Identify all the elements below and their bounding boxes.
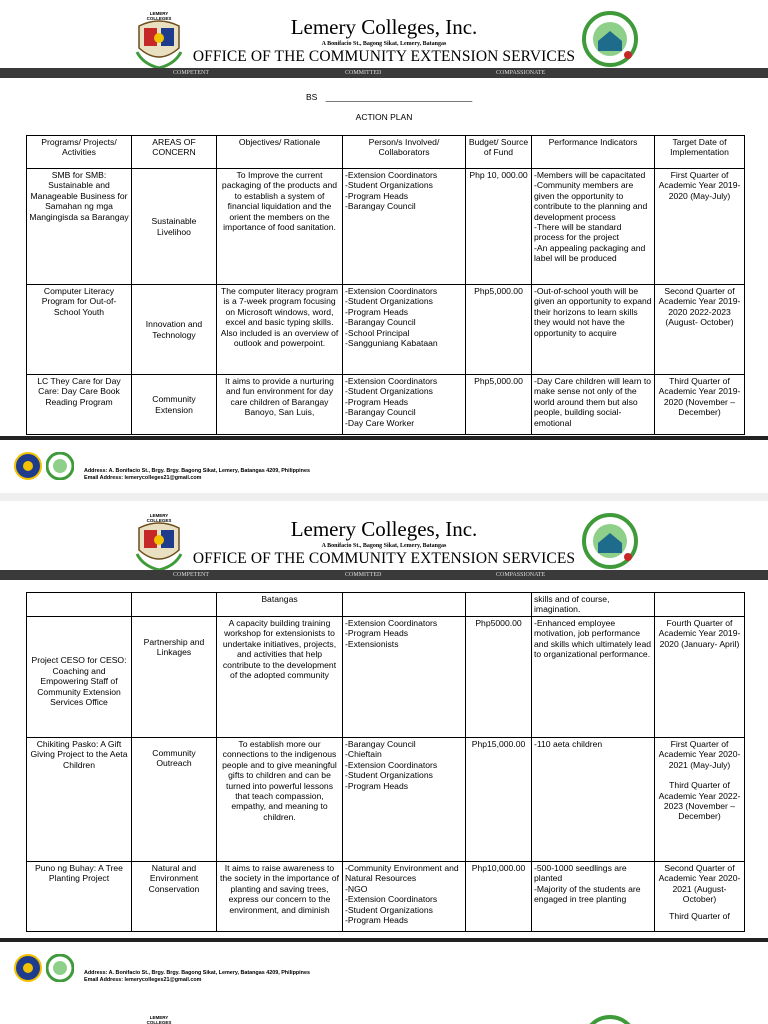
office-title: OFFICE OF THE COMMUNITY EXTENSION SERVICES [192,550,576,567]
indicator-item: -500-1000 seedlings are planted [534,863,627,884]
target-cell: Fourth Quarter of Academic Year 2019-2020 (January- April) [655,617,745,738]
person-item: -Program Heads [345,306,409,317]
area-cell: Partnership and Linkages [132,617,217,738]
person-item: -Barangay Council [345,739,416,749]
target-cell [655,738,745,862]
bs-field [306,92,472,102]
budget-cell: Php5,000.00 [466,375,532,435]
footer-seal-right-logo [46,954,74,982]
indicators-cell [532,738,655,862]
person-item: -Extension Coordinators [345,894,438,905]
extension-services-logo [582,11,638,67]
page-3 [0,1004,768,1024]
extension-services-logo [582,1015,638,1024]
indicators-cell [532,593,655,617]
person-item: -Extension Coordinators [345,759,438,770]
table-row [27,617,745,738]
indicators-cell [532,375,655,435]
college-seal-left-logo-text: LEMERY COLLEGES [146,11,172,21]
objective-cell: To Improve the current packaging of the products and to establish a system of financial liquidation and the orient the members on the importance of food sanitation. [217,169,343,285]
program-cell: Project CESO for CESO: Coaching and Empowering Staff of Community Extension Services Office [27,617,132,738]
persons-cell [343,375,466,435]
person-item: -NGO [345,883,368,894]
indicator-item: -Members will be capacitated [534,170,646,180]
indicators-cell [532,862,655,932]
col-header-objectives: Objectives/ Rationale [217,136,343,169]
person-item: -Student Organizations [345,770,433,781]
page-gap [0,493,768,501]
person-item: -Sangguniang Kabataan [345,338,438,349]
table-row [27,738,745,862]
target-cell: First Quarter of Academic Year 2019-2020 (May-July) [655,169,745,285]
footer-address-block [84,970,310,984]
college-seal-left-logo-text: LEMERY COLLEGES [146,513,172,523]
motto-committed: COMMITTED [345,70,382,76]
col-header-budget: Budget/ Source of Fund [466,136,532,169]
table-header-row [27,136,745,169]
indicator-item: -Day Care children will learn to make sense not only of the world around them but also people, building social-emotional [534,376,652,428]
motto-compassionate: COMPASSIONATE [496,70,546,76]
motto-competent: COMPETENT [173,70,209,76]
extension-services-logo [582,513,638,569]
person-item: -School Principal [345,327,410,338]
target-text-secondary: Third Quarter of Academic Year 2022-2023 (November – December) [658,780,741,822]
area-cell [132,593,217,617]
persons-cell [343,285,466,375]
area-cell: Innovation and Technology [132,285,217,375]
motto-committed: COMMITTED [345,572,382,578]
program-cell [27,593,132,617]
person-item: -Extensionists [345,638,399,649]
target-cell [655,593,745,617]
office-title: OFFICE OF THE COMMUNITY EXTENSION SERVICES [192,48,576,65]
person-item: -Student Organizations [345,180,433,191]
budget-cell: Php5000.00 [466,617,532,738]
objective-cell: The computer literacy program is a 7-week program focusing on Microsoft windows, word, excel and basic typing skills. Also included is an overview of outlook and powerpoint. [217,285,343,375]
col-header-programs: Programs/ Projects/ Activities [27,136,132,169]
objective-cell: To establish more our connections to the indigenous people and to give meaningful gifts to children and can be turned into powerful lessons that teach compassion, empathy, and meaning to children. [217,738,343,862]
college-seal-left-logo-text: LEMERY COLLEGES [146,1015,172,1024]
persons-cell [343,593,466,617]
institution-address: A Bonifacio St., Bagong Sikat, Lemery, Batangas [321,41,447,47]
budget-cell: Php5,000.00 [466,285,532,375]
motto-compassionate: COMPASSIONATE [496,572,546,578]
person-item: -Student Organizations [345,904,433,915]
program-cell: Chikiting Pasko: A Gift Giving Project to the Aeta Children [27,738,132,862]
motto-competent: COMPETENT [173,572,209,578]
footer-address: Address: A. Bonifacio St., Brgy. Brgy. Bagong Sikat, Lemery, Batangas 4209, Philippines [84,468,310,474]
indicator-item: -Out-of-school youth will be given an opportunity to expand their horizons to learn skills they would not have the opportunity to acquire [534,286,652,338]
footer-seal-left-logo [14,452,42,480]
motto-band [0,68,768,78]
person-item: -Community Environment and Natural Resources [345,863,459,884]
person-item: -Program Heads [345,628,409,639]
institution-address: A Bonifacio St., Bagong Sikat, Lemery, Batangas [321,543,447,549]
person-item: -Student Organizations [345,386,433,397]
person-item: -Program Heads [345,915,409,926]
institution-title: Lemery Colleges, Inc. [290,517,478,541]
page-1 [0,0,768,490]
col-header-indicators: Performance Indicators [532,136,655,169]
program-cell: SMB for SMB: Sustainable and Manageable Business for Samahan ng mga Mangingisda sa Barangay [27,169,132,285]
bs-blank: _______________________________ [325,92,473,102]
person-item: -Extension Coordinators [345,618,438,628]
persons-cell [343,617,466,738]
target-text: First Quarter of Academic Year 2020-2021 (May-July) [658,739,741,770]
action-plan-table-page-2 [26,592,745,932]
indicator-item: -An appealing packaging and label will be produced [534,242,646,264]
person-item: -Day Care Worker [345,417,415,428]
indicator-item: -Enhanced employee motivation, job performance and skills which ultimately lead to organizational performance. [534,618,652,660]
persons-cell [343,738,466,862]
footer-email: Email Address: lemerycolleges21@gmail.com [84,977,202,983]
program-cell: Puno ng Buhay: A Tree Planting Project [27,862,132,932]
indicators-cell [532,285,655,375]
indicator-item: skills and of course, imagination. [534,594,610,615]
person-item: -Student Organizations [345,296,433,307]
program-cell: LC They Care for Day Care: Day Care Book Reading Program [27,375,132,435]
objective-cell: A capacity building training workshop for extensionists to undertake initiatives, projects, and activities that help contribute to the development of the adopted community [217,617,343,738]
indicators-cell [532,617,655,738]
footer-rule [0,436,768,440]
target-text: Second Quarter of Academic Year 2020-2021 (August- October) [658,863,741,905]
area-cell: Sustainable Livelihoo [132,169,217,285]
footer-seal-left-logo [14,954,42,982]
footer-address: Address: A. Bonifacio St., Brgy. Brgy. Bagong Sikat, Lemery, Batangas 4209, Philippines [84,970,310,976]
program-cell: Computer Literacy Program for Out-of-School Youth [27,285,132,375]
target-cell [655,862,745,932]
table-row [27,169,745,285]
page-2 [0,502,768,992]
target-cell: Third Quarter of Academic Year 2019-2020 (November – December) [655,375,745,435]
indicators-cell [532,169,655,285]
indicator-item: -Majority of the students are engaged in tree planting [534,883,641,905]
indicator-item: -110 aeta children [534,739,603,749]
area-cell: Community Extension [132,375,217,435]
institution-title: Lemery Colleges, Inc. [290,15,478,39]
budget-cell: Php 10, 000.00 [466,169,532,285]
col-header-areas: AREAS OF CONCERN [132,136,217,169]
table-row [27,375,745,435]
footer-address-block [84,468,310,482]
person-item: -Chieftain [345,749,382,760]
objective-cell: It aims to raise awareness to the society in the importance of planting and saving trees, express our concern to the environment, and diminish [217,862,343,932]
person-item: -Barangay Council [345,201,416,212]
motto-band [0,570,768,580]
objective-cell: Batangas [217,593,343,617]
person-item: -Extension Coordinators [345,376,438,386]
footer-seal-right-logo [46,452,74,480]
indicator-item: -Community members are given the opportunity to contribute to the planning and development process [534,180,648,222]
col-header-persons: Person/s Involved/ Collaborators [343,136,466,169]
person-item: -Program Heads [345,396,409,407]
footer-email: Email Address: lemerycolleges21@gmail.com [84,475,202,481]
area-cell: Natural and Environment Conservation [132,862,217,932]
person-item: -Extension Coordinators [345,286,438,296]
target-cell: Second Quarter of Academic Year 2019-2020 2022-2023 (August- October) [655,285,745,375]
person-item: -Barangay Council [345,317,416,328]
bs-label: BS [306,92,318,102]
footer-rule [0,938,768,942]
action-plan-table-page-1 [26,135,745,435]
table-row [27,593,745,617]
person-item: -Extension Coordinators [345,170,438,180]
table-row [27,285,745,375]
col-header-target: Target Date of Implementation [655,136,745,169]
indicator-item: -There will be standard process for the project [534,222,622,243]
budget-cell: Php15,000.00 [466,738,532,862]
persons-cell [343,169,466,285]
area-cell: Community Outreach [132,738,217,862]
person-item: -Program Heads [345,190,409,201]
objective-cell: It aims to provide a nurturing and fun environment for day care children of Barangay Banoyo, San Luis, [217,375,343,435]
person-item: -Barangay Council [345,407,416,418]
budget-cell: Php10,000.00 [466,862,532,932]
action-plan-heading: ACTION PLAN [355,112,413,122]
budget-cell [466,593,532,617]
person-item: -Program Heads [345,780,409,791]
table-row [27,862,745,932]
persons-cell [343,862,466,932]
target-text-secondary: Third Quarter of [669,910,730,921]
